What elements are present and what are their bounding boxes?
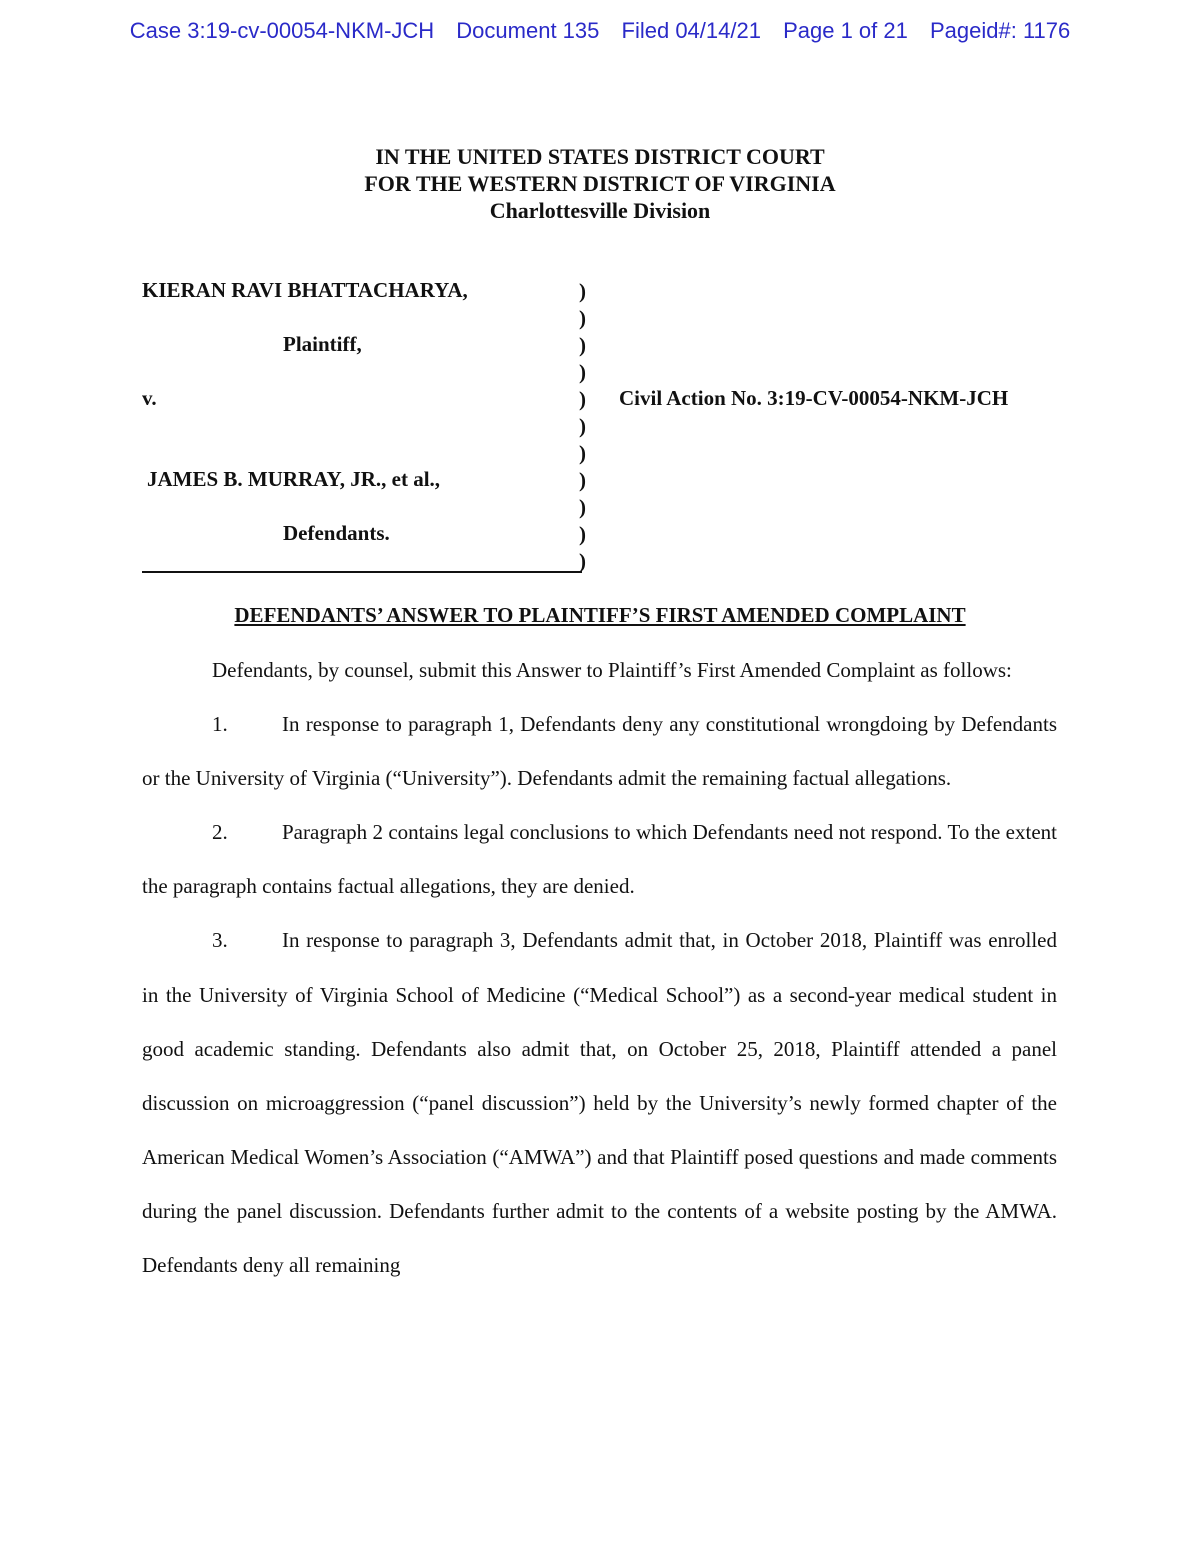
filed-date: Filed 04/14/21 [621,18,761,43]
paragraph-number: 2. [212,820,228,845]
document-title: DEFENDANTS’ ANSWER TO PLAINTIFF’S FIRST AMENDED COMPLAINT [234,603,966,627]
intro-paragraph: Defendants, by counsel, submit this Answer to Plaintiff’s First Amended Complaint as follows: [212,658,1012,682]
caption-paren: ) [579,441,586,465]
caption-paren: ) [579,387,586,411]
numbered-paragraph-3 [142,913,1057,1292]
paragraph-text: In response to paragraph 3, Defendants admit that, in October 2018, Plaintiff was enrolled in the University of Virginia School of Medicine (“Medical School”) as a second-year medical student in good academic standing. Defendants also admit that, on October 25, 2018, Plaintiff attended a panel discussion on microaggression (“panel discussion”) held by the University’s newly formed chapter of the American Medical Women’s Association (“AMWA”) and that Plaintiff posed questions and made comments during the panel discussion. Defendants further admit to the contents of a website posting by the AMWA. Defendants deny all remaining [142,928,1057,1278]
caption-paren: ) [579,468,586,492]
plaintiff-name: KIERAN RAVI BHATTACHARYA, [142,278,468,302]
caption-paren: ) [579,495,586,519]
caption-paren: ) [579,306,586,330]
versus-label: v. [142,386,157,410]
case-number: Case 3:19-cv-00054-NKM-JCH [129,18,435,43]
caption-parentheses [579,278,586,575]
caption-paren: ) [579,549,586,573]
court-division: Charlottesville Division [489,198,711,223]
plaintiff-role: Plaintiff, [283,332,362,356]
defendant-role: Defendants. [283,521,390,545]
caption-paren: ) [579,360,586,384]
caption-paren: ) [579,522,586,546]
caption-rule [142,571,582,573]
paragraph-text: In response to paragraph 1, Defendants deny any constitutional wrongdoing by Defendants or the University of Virginia (“University”). Defendants admit the remaining factual allegations. [142,712,1057,791]
caption-paren: ) [579,414,586,438]
paragraph-number: 1. [212,712,228,737]
numbered-paragraph-2 [142,805,1057,913]
caption-paren: ) [579,279,586,303]
caption-paren: ) [579,333,586,357]
page-id: Pageid#: 1176 [929,18,1071,43]
ecf-header-stamp [0,18,1200,44]
court-heading [0,143,1200,224]
page-count: Page 1 of 21 [783,18,908,43]
court-line-1: IN THE UNITED STATES DISTRICT COURT [375,144,825,169]
numbered-paragraph-1 [142,697,1057,805]
document-number: Document 135 [456,18,600,43]
paragraph-text: Paragraph 2 contains legal conclusions to which Defendants need not respond. To the extent the paragraph contains factual allegations, they are denied. [142,820,1057,899]
court-line-2: FOR THE WESTERN DISTRICT OF VIRGINIA [364,171,836,196]
civil-action-number: Civil Action No. 3:19-CV-00054-NKM-JCH [619,386,1009,410]
defendant-name: JAMES B. MURRAY, JR., et al., [147,467,441,491]
document-body [142,643,1057,1292]
paragraph-number: 3. [212,928,228,953]
